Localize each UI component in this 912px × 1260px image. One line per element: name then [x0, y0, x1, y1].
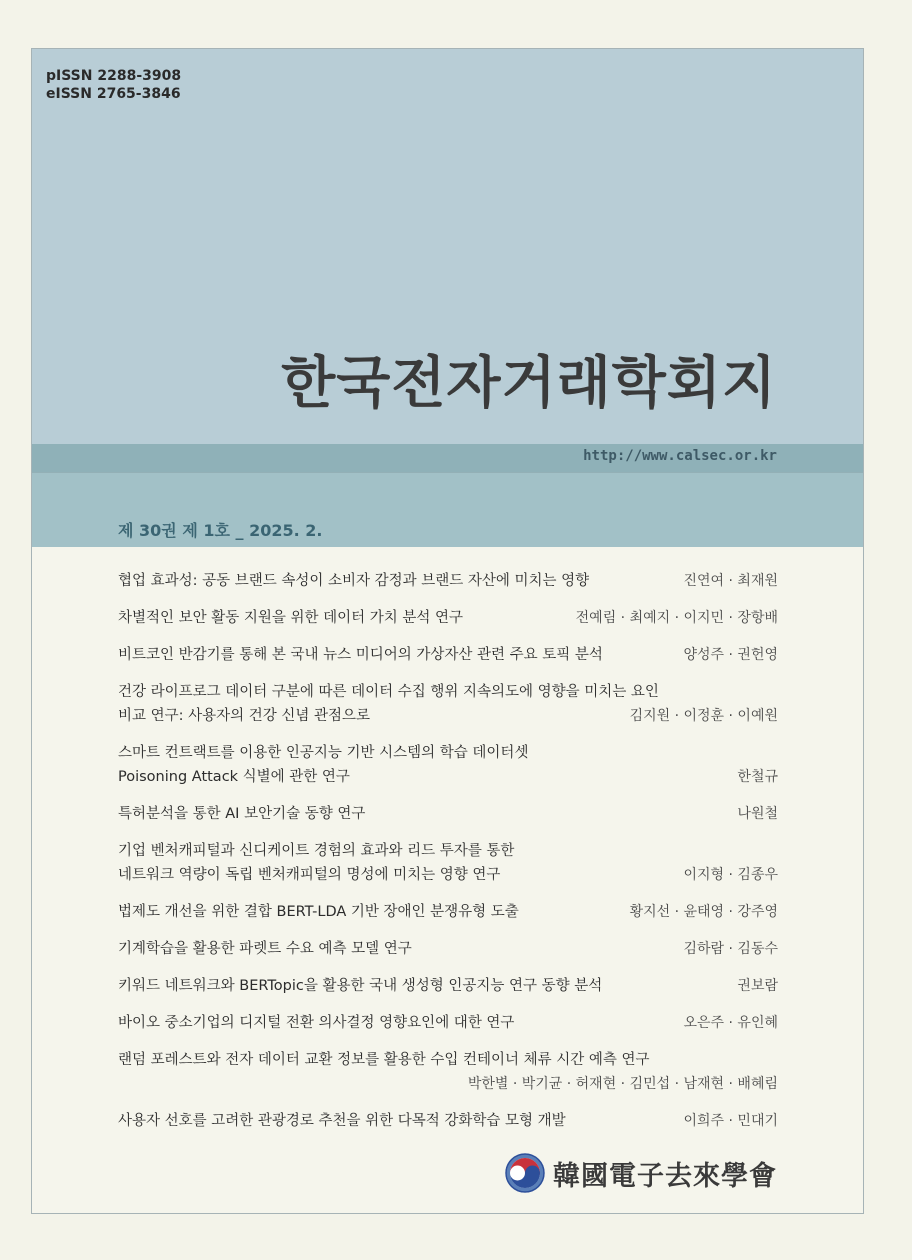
- toc-line: [118, 974, 778, 998]
- toc-title: Poisoning Attack 식별에 관한 연구: [118, 769, 350, 785]
- toc-title: 법제도 개선을 위한 결합 BERT-LDA 기반 장애인 분쟁유형 도출: [118, 904, 519, 920]
- toc-authors: 양성주 · 권헌영: [683, 647, 778, 663]
- society-name: 韓國電子去來學會: [553, 1160, 777, 1192]
- toc-line: [118, 643, 778, 667]
- toc-title: 건강 라이프로그 데이터 구분에 따른 데이터 수집 행위 지속의도에 영향을 미치는 요인: [118, 684, 659, 700]
- print-issn: pISSN 2288-3908: [46, 68, 182, 84]
- toc-entry: [118, 680, 778, 728]
- toc-authors: 황지선 · 윤태영 · 강주영: [629, 904, 778, 920]
- society-logo: [505, 1153, 777, 1193]
- toc-authors: 박한별 · 박기균 · 허재현 · 김민섭 · 남재현 · 배혜림: [467, 1076, 778, 1092]
- toc-line: [118, 802, 778, 826]
- table-of-contents: [118, 569, 778, 1146]
- toc-line: [118, 569, 778, 593]
- toc-title: 키워드 네트워크와 BERTopic을 활용한 국내 생성형 인공지능 연구 동향 분석: [118, 978, 603, 994]
- toc-line: [118, 741, 778, 765]
- toc-title: 특허분석을 통한 AI 보안기술 동향 연구: [118, 806, 366, 822]
- toc-entry: [118, 643, 778, 667]
- journal-url: http://www.calsec.or.kr: [583, 448, 777, 464]
- toc-entry: [118, 741, 778, 789]
- url-band: [32, 444, 863, 472]
- toc-line: [118, 606, 778, 630]
- toc-title: 스마트 컨트랙트를 이용한 인공지능 기반 시스템의 학습 데이터셋: [118, 745, 529, 761]
- toc-entry: [118, 1109, 778, 1133]
- toc-authors: 전예림 · 최예지 · 이지민 · 장항배: [575, 610, 778, 626]
- toc-line: [118, 863, 778, 887]
- toc-authors: 나원철: [737, 806, 778, 822]
- toc-title: 랜덤 포레스트와 전자 데이터 교환 정보를 활용한 수입 컨테이너 체류 시간 예측 연구: [118, 1052, 650, 1068]
- toc-entry: [118, 1048, 778, 1096]
- toc-line: [118, 1072, 778, 1096]
- toc-entry: [118, 802, 778, 826]
- toc-line: [118, 1048, 778, 1072]
- issue-band: [32, 472, 863, 547]
- toc-line: [118, 704, 778, 728]
- toc-authors: 진연여 · 최재원: [683, 573, 778, 589]
- cover-header-band: [32, 49, 863, 444]
- electronic-issn: eISSN 2765-3846: [46, 86, 181, 102]
- toc-authors: 김지원 · 이정훈 · 이예원: [629, 708, 778, 724]
- toc-title: 네트워크 역량이 독립 벤처캐피털의 명성에 미치는 영향 연구: [118, 867, 501, 883]
- toc-title: 비교 연구: 사용자의 건강 신념 관점으로: [118, 708, 371, 724]
- toc-title: 기업 벤처캐피털과 신디케이트 경험의 효과와 리드 투자를 통한: [118, 843, 515, 859]
- toc-line: [118, 839, 778, 863]
- toc-authors: 권보람: [737, 978, 778, 994]
- toc-line: [118, 900, 778, 924]
- toc-authors: 김하람 · 김동수: [683, 941, 778, 957]
- toc-entry: [118, 1011, 778, 1035]
- toc-authors: 오은주 · 유인혜: [683, 1015, 778, 1031]
- journal-title: 한국전자거래학회지: [281, 351, 777, 416]
- toc-entry: [118, 900, 778, 924]
- toc-title: 비트코인 반감기를 통해 본 국내 뉴스 미디어의 가상자산 관련 주요 토픽 분석: [118, 647, 603, 663]
- toc-line: [118, 765, 778, 789]
- toc-authors: 한철규: [737, 769, 778, 785]
- issue-label: 제 30권 제 1호 _ 2025. 2.: [118, 521, 323, 540]
- toc-title: 사용자 선호를 고려한 관광경로 추천을 위한 다목적 강화학습 모형 개발: [118, 1113, 566, 1129]
- toc-entry: [118, 569, 778, 593]
- journal-cover: [31, 48, 864, 1214]
- toc-authors: 이지형 · 김종우: [683, 867, 778, 883]
- toc-line: [118, 1109, 778, 1133]
- issn-block: [46, 67, 181, 103]
- toc-entry: [118, 974, 778, 998]
- toc-entry: [118, 839, 778, 887]
- toc-title: 바이오 중소기업의 디지털 전환 의사결정 영향요인에 대한 연구: [118, 1015, 515, 1031]
- toc-authors: 이희주 · 민대기: [683, 1113, 778, 1129]
- toc-entry: [118, 937, 778, 961]
- toc-title: 기계학습을 활용한 파렛트 수요 예측 모델 연구: [118, 941, 412, 957]
- toc-line: [118, 680, 778, 704]
- toc-entry: [118, 606, 778, 630]
- toc-line: [118, 1011, 778, 1035]
- society-emblem-icon: [505, 1153, 545, 1193]
- toc-title: 차별적인 보안 활동 지원을 위한 데이터 가치 분석 연구: [118, 610, 464, 626]
- toc-title: 협업 효과성: 공동 브랜드 속성이 소비자 감정과 브랜드 자산에 미치는 영향: [118, 573, 590, 589]
- toc-line: [118, 937, 778, 961]
